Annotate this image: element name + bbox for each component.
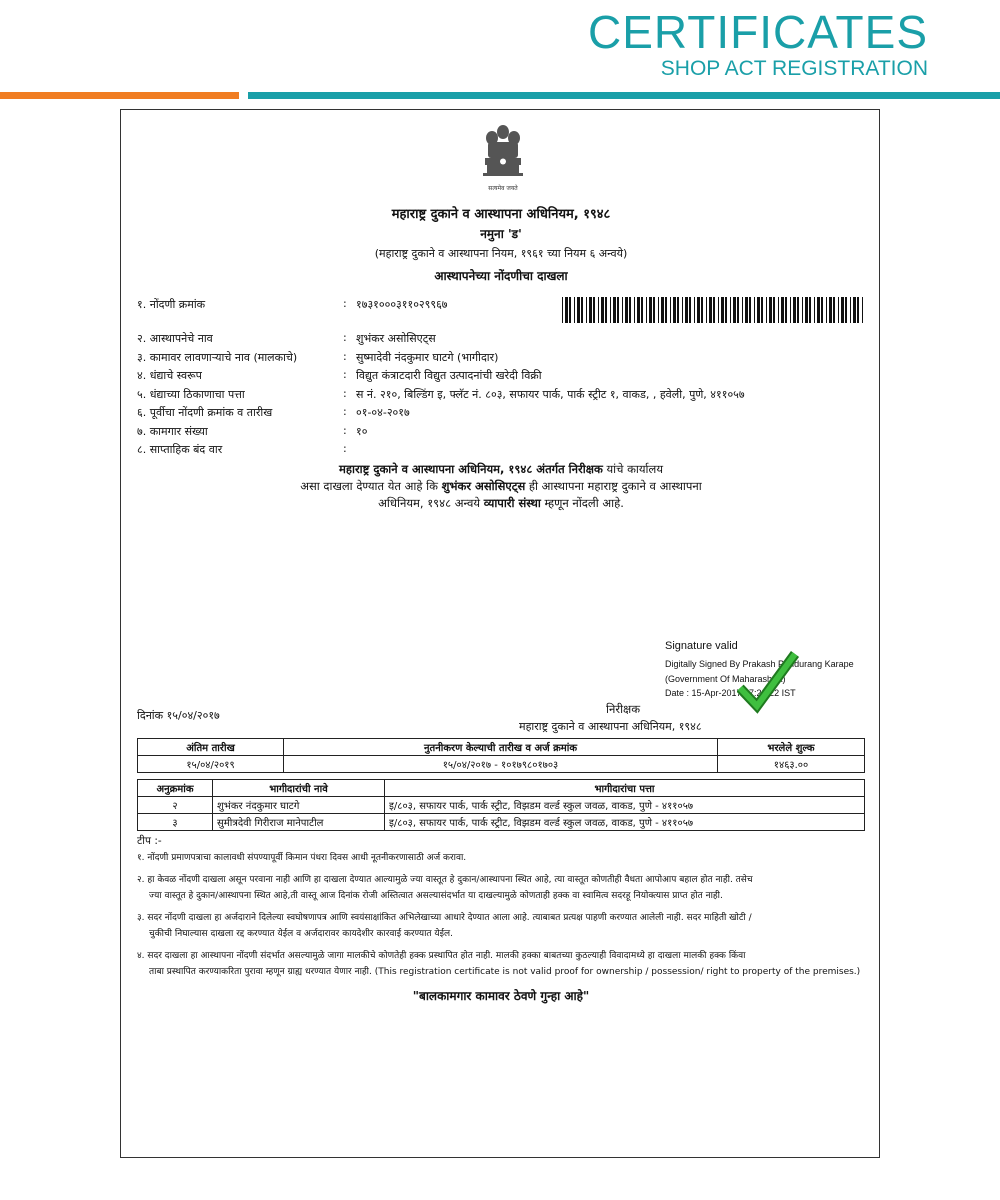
notes-heading: टीप :- [137,835,162,847]
certificate-document: सत्यमेव जयते महाराष्ट्र दुकाने व आस्थापना अधिनियम, १९४८ नमुना 'ड' (महाराष्ट्र दुकाने व आस्थापना नियम, १९६१ च्या नियम ६ अन्वये) आस्थापनेच्या नोंदणीचा दाखला १. नोंदणी क्रमांक : १७३१०००३११०२९९६७ २. आस्थापनेचे नाव : शुभंकर असोसिएट्स ३. कामावर लावणाऱ्याचे नाव (मालकाचे) : सुष्मादेवी नंदकुमार घाटगे (भागीदार) ४. धंद्याचे स्वरूप : विद्युत कंत्राटदारी विद्युत उत्पादनांची खरेदी विक्री ५. धंद्याच्या ठिकाणाचा पत्ता : स नं. २१०, बिल्डिंग इ, फ्लॅट नं. ८०३, सफायर पार्क, पार्क स्ट्रीट १, वाकड, , हवेली, पुणे, ४११०५७ ६. पूर्वीचा नोंदणी क्रमांक व तारीख : ०१-०४-२०१७ ७. कामगार संख्या : १० ८. साप्ताहिक बंद वार : महाराष्ट्र दुकाने व आस्थापना अधिनियम, १९४८ अंतर्गत निरीक्षक यांचे कार्यालय असा दाखला देण्यात येत आहे कि शुभंकर असोसिएट्स ही आस्थापना महाराष्ट्र दुकाने व आस्थापना अधिनियम, १९४८ अन्वये व्यापारी संस्था म्हणून नोंदली आहे. Signature valid Digitally Signed By Prakash Pandurang Karape (Government Of Maharashtra) Date : 15-Apr-2017 17:23:22 IST दिनांक १५/०४/२०१७ निरीक्षक महाराष्ट्र दुकाने व आस्थापना अधिनियम, १९४८ अंतिम तारीख नुतनीकरण केल्याची तारीख व अर्ज क्रमांक भरलेले शुल्क १५/०४/२०१९ १५/०४/२०१७ - १०१७९८०१७०३ १४६३.०० अनुक्रमांक भागीदारांची नावे भागीदारांचा पत्ता २ शुभंकर नंदकुमार घाटगे इ/८०३, सफायर पार्क, पार्क स्ट्रीट, विझडम वर्ल्ड स्कुल जवळ, वाकड, पुणे - ४११०५७ ३ सुमीत्रदेवी गिरीराज मानेपाटील इ/८०३, सफायर पार्क, पार्क स्ट्रीट, विझडम वर्ल्ड स्कुल जवळ, वाकड, पुणे - ४११०५७ टीप :- १. नोंदणी प्रमाणपत्राचा कालावधी संपण्यापूर्वी किमान पंधरा दिवस आधी नूतनीकरणासाठी अर्ज करावा. २. हा केवळ नोंदणी दाखला असून परवाना नाही आणि हा दाखला देण्यात आल्यामुळे ज्या वास्तूत हे दुकान/आस्थापना स्थित आहे, त्या वास्तूत कोणतीही वैधता आपोआप बहाल होत नाही. तसेच ज्या वास्तूत हे दुकान/आस्थापना स्थित आहे,ती वास्तू आज दिनांक रोजी अस्तित्वात असल्यासंदर्भात या दाखल्यामुळे कोणताही हक्क वा स्वामित्व सदरहू नियोक्त्यास प्राप्त होत नाही. ३. सदर नोंदणी दाखला हा अर्जदाराने दिलेल्या स्वघोषणापत्र आणि स्वयंसाक्षांकित अभिलेखाच्या आधारे देण्यात आला आहे. त्याबाबत प्रत्यक्ष पाहणी करण्यात आलेली नाही. सदर माहिती खोटी / चुकीची निघाल्यास दाखला रद्द करण्यात येईल व अर्जदारावर कायदेशीर कारवाई करण्यात येईल. ४. सदर दाखला हा आस्थापना नोंदणी संदर्भात असल्यामुळे जागा मालकीचे कोणतेही हक्क प्रस्थापित होत नाही. मालकी हक्का बाबतच्या कुठल्याही विवादामध्ये हा दाखला मालकी हक्क किंवा ताबा प्रस्थापित करण्याकरिता पुरावा म्हणून ग्राह्य धरण्यात येणार नाही. (This registration certificate is not valid proof for ownership / possession/ right to property of the premises.) "बालकामगार कामावर ठेवणे गुन्हा आहे" [120,109,880,1158]
registration-number: १७३१०००३११०२९९६७ [356,298,448,311]
partners-table [137,779,865,831]
business-address: स नं. २१०, बिल्डिंग इ, फ्लॅट नं. ८०३, सफायर पार्क, पार्क स्ट्रीट १, वाकड, , हवेली, पुणे, ४११०५७ [356,388,745,401]
table-cell: ३ [138,814,213,831]
business-nature: विद्युत कंत्राटदारी विद्युत उत्पादनांची खरेदी विक्री [356,369,542,382]
accent-bar-teal [248,92,1000,99]
declaration-line-1: महाराष्ट्र दुकाने व आस्थापना अधिनियम, १९४८ अंतर्गत निरीक्षक यांचे कार्यालय [338,462,664,476]
note-2: २. हा केवळ नोंदणी दाखला असून परवाना नाही आणि हा दाखला देण्यात आल्यामुळे ज्या वास्तूत हे दुकान/आस्थापना स्थित आहे, त्या वास्तूत कोणतीही वैधता आपोआप बहाल होत नाही. तसेच ज्या वास्तूत हे दुकान/आस्थापना स्थित आहे,ती वास्तू आज दिनांक रोजी अस्तित्वात असल्यासंदर्भात या दाखल्यामुळे कोणताही हक्क वा स्वामित्व सदरहू नियोक्त्यास प्राप्त होत नाही. [137,875,753,901]
table-cell: शुभंकर नंदकुमार घाटगे [213,797,385,814]
renewal-table [137,738,865,773]
signature-date: Date : 15-Apr-2017 17:23:22 IST [665,688,796,698]
column-header: अनुक्रमांक [138,780,213,797]
declaration-line-3: अधिनियम, १९४८ अन्वये व्यापारी संस्था म्हणून नोंदली आहे. [378,496,624,510]
table-cell: १४६३.०० [718,756,865,773]
table-cell: सुमीत्रदेवी गिरीराज मानेपाटील [213,814,385,831]
rule-reference: (महाराष्ट्र दुकाने व आस्थापना नियम, १९६१ च्या नियम ६ अन्वये) [374,247,628,260]
table-header-row [138,780,865,797]
header-subtitle: SHOP ACT REGISTRATION [660,57,928,80]
note-1: १. नोंदणी प्रमाणपत्राचा कालावधी संपण्यापूर्वी किमान पंधरा दिवस आधी नूतनीकरणासाठी अर्ज करावा. [137,853,467,863]
field-label: ५. धंद्याच्या ठिकाणाचा पत्ता [137,388,245,401]
barcode-image [562,297,867,323]
field-label: ४. धंद्याचे स्वरूप [137,369,202,382]
inspector-title: निरीक्षक [606,702,641,716]
accent-bar-orange [0,92,239,99]
table-cell: २ [138,797,213,814]
table-header-row [138,739,865,756]
employer-name: सुष्मादेवी नंदकुमार घाटगे (भागीदार) [356,351,499,364]
table-row [138,756,865,773]
column-header: अंतिम तारीख [138,739,284,756]
previous-registration: ०१-०४-२०१७ [356,406,410,419]
table-cell: १५/०४/२०१९ [138,756,284,773]
column-header: भरलेले शुल्क [718,739,865,756]
column-header: भागीदारांचा पत्ता [385,780,865,797]
form-name: नमुना 'ड' [480,227,522,241]
table-row [138,814,865,831]
column-header: भागीदारांची नावे [213,780,385,797]
child-labour-warning: "बालकामगार कामावर ठेवणे गुन्हा आहे" [412,989,590,1003]
worker-count: १० [356,425,368,438]
table-row [138,797,865,814]
header-title: CERTIFICATES [588,6,928,58]
inspector-subtitle: महाराष्ट्र दुकाने व आस्थापना अधिनियम, १९४८ [519,720,702,733]
signature-org: (Government Of Maharashtra) [665,674,786,684]
field-label: ३. कामावर लावणाऱ्याचे नाव (मालकाचे) [137,351,298,364]
emblem-motto: सत्यमेव जयते [488,185,518,192]
signature-status: Signature valid [665,640,738,652]
state-emblem-icon [478,122,528,194]
field-label: ८. साप्ताहिक बंद वार [137,443,223,456]
document-title: आस्थापनेच्या नोंदणीचा दाखला [434,269,568,283]
declaration-line-2: असा दाखला देण्यात येत आहे कि शुभंकर असोसिएट्स ही आस्थापना महाराष्ट्र दुकाने व आस्थापना [300,479,702,493]
field-label: २. आस्थापनेचे नाव [137,332,213,345]
checkmark-icon [737,650,799,722]
table-cell: इ/८०३, सफायर पार्क, पार्क स्ट्रीट, विझडम वर्ल्ड स्कुल जवळ, वाकड, पुणे - ४११०५७ [385,814,865,831]
act-title: महाराष्ट्र दुकाने व आस्थापना अधिनियम, १९४८ [391,207,611,222]
field-label: ७. कामगार संख्या [137,425,208,438]
issue-date: दिनांक १५/०४/२०१७ [137,709,220,722]
column-header: नुतनीकरण केल्याची तारीख व अर्ज क्रमांक [284,739,718,756]
note-4: ४. सदर दाखला हा आस्थापना नोंदणी संदर्भात असल्यामुळे जागा मालकीचे कोणतेही हक्क प्रस्थापित होत नाही. मालकी हक्का बाबतच्या कुठल्याही विवादामध्ये हा दाखला मालकी हक्क किंवा ताबा प्रस्थापित करण्याकरिता पुरावा म्हणून ग्राह्य धरण्यात येणार नाही. (This registration certificate is not valid proof for ownership / possession/ right to property of the premises.) [137,951,861,977]
establishment-name: शुभंकर असोसिएट्स [356,332,436,345]
note-3: ३. सदर नोंदणी दाखला हा अर्जदाराने दिलेल्या स्वघोषणापत्र आणि स्वयंसाक्षांकित अभिलेखाच्या आधारे देण्यात आला आहे. त्याबाबत प्रत्यक्ष पाहणी करण्यात आलेली नाही. सदर माहिती खोटी / चुकीची निघाल्यास दाखला रद्द करण्यात येईल व अर्जदारावर कायदेशीर कारवाई करण्यात येईल. [137,913,752,939]
field-label: १. नोंदणी क्रमांक [137,298,206,311]
table-cell: इ/८०३, सफायर पार्क, पार्क स्ट्रीट, विझडम वर्ल्ड स्कुल जवळ, वाकड, पुणे - ४११०५७ [385,797,865,814]
table-cell: १५/०४/२०१७ - १०१७९८०१७०३ [284,756,718,773]
signature-signer: Digitally Signed By Prakash Pandurang Karape [665,659,854,669]
field-label: ६. पूर्वीचा नोंदणी क्रमांक व तारीख [137,406,273,419]
